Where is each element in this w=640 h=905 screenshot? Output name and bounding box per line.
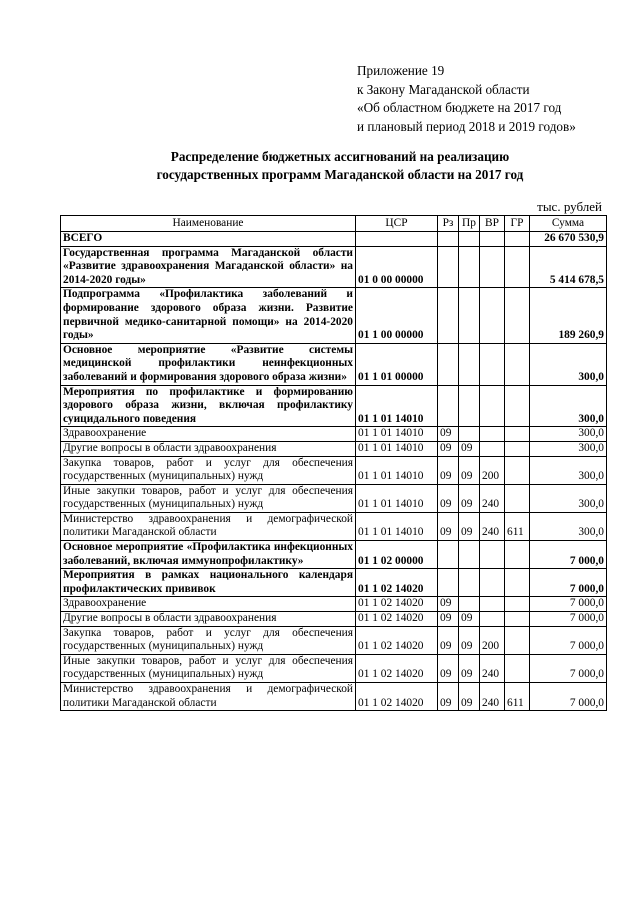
cell-sum: 7 000,0: [530, 612, 607, 627]
cell-gr: [505, 484, 530, 512]
cell-rz: [438, 246, 459, 288]
table-row: [61, 456, 607, 484]
cell-gr: [505, 343, 530, 385]
table-row: [61, 441, 607, 456]
table-row: [61, 246, 607, 288]
appendix-header: [357, 62, 576, 136]
table-row: [61, 385, 607, 427]
cell-pr: [459, 288, 480, 343]
cell-rz: 09: [438, 626, 459, 654]
cell-csr: [356, 232, 438, 247]
cell-sum: 300,0: [530, 512, 607, 540]
cell-name: Закупка товаров, работ и услуг для обеспечения государственных (муниципальных) нужд: [61, 626, 356, 654]
cell-csr: 01 1 02 14020: [356, 654, 438, 682]
title-line: государственных программ Магаданской области на 2017 год: [156, 167, 524, 182]
cell-rz: 09: [438, 612, 459, 627]
cell-vr: [480, 246, 505, 288]
cell-csr: 01 1 01 14010: [356, 441, 438, 456]
cell-rz: [438, 385, 459, 427]
cell-name: Мероприятия в рамках национального календаря профилактических прививок: [61, 569, 356, 597]
cell-gr: [505, 232, 530, 247]
cell-gr: [505, 288, 530, 343]
cell-sum: 300,0: [530, 427, 607, 442]
cell-rz: [438, 288, 459, 343]
cell-vr: [480, 232, 505, 247]
table-row: [61, 232, 607, 247]
cell-sum: 5 414 678,5: [530, 246, 607, 288]
cell-gr: [505, 541, 530, 569]
cell-rz: [438, 343, 459, 385]
cell-vr: [480, 597, 505, 612]
cell-name: Другие вопросы в области здравоохранения: [61, 441, 356, 456]
cell-name: Основное мероприятие «Развитие системы медицинской профилактики неинфекционных заболеваний и формирования здорового образа жизни»: [61, 343, 356, 385]
cell-gr: [505, 246, 530, 288]
cell-sum: 7 000,0: [530, 654, 607, 682]
cell-vr: [480, 288, 505, 343]
cell-csr: 01 1 01 14010: [356, 385, 438, 427]
cell-name: Государственная программа Магаданской области «Развитие здравоохранения Магаданской области» на 2014-2020 годы»: [61, 246, 356, 288]
cell-rz: 09: [438, 683, 459, 711]
cell-csr: 01 1 02 00000: [356, 541, 438, 569]
table-row: [61, 597, 607, 612]
document-title: [60, 148, 620, 184]
cell-sum: 300,0: [530, 484, 607, 512]
cell-pr: [459, 569, 480, 597]
cell-vr: [480, 441, 505, 456]
cell-vr: 240: [480, 654, 505, 682]
cell-name: Здравоохранение: [61, 427, 356, 442]
cell-rz: 09: [438, 484, 459, 512]
cell-gr: 611: [505, 512, 530, 540]
units-label: тыс. рублей: [537, 199, 602, 214]
cell-vr: 200: [480, 626, 505, 654]
cell-name: Другие вопросы в области здравоохранения: [61, 612, 356, 627]
cell-name: Основное мероприятие «Профилактика инфекционных заболеваний, включая иммунопрофилактику»: [61, 541, 356, 569]
cell-name: Министерство здравоохранения и демографической политики Магаданской области: [61, 683, 356, 711]
cell-name: Подпрограмма «Профилактика заболеваний и формирование здорового образа жизни. Развитие первичной медико-санитарной помощи» на 2014-2020 годы»: [61, 288, 356, 343]
cell-pr: 09: [459, 512, 480, 540]
cell-vr: [480, 343, 505, 385]
cell-vr: [480, 541, 505, 569]
cell-pr: 09: [459, 484, 480, 512]
cell-pr: [459, 597, 480, 612]
appendix-line: Приложение 19: [357, 63, 445, 78]
appendix-line: к Закону Магаданской области: [357, 81, 530, 97]
cell-vr: 200: [480, 456, 505, 484]
cell-csr: 01 1 02 14020: [356, 597, 438, 612]
cell-sum: 7 000,0: [530, 597, 607, 612]
cell-rz: 09: [438, 441, 459, 456]
cell-sum: 300,0: [530, 456, 607, 484]
cell-csr: 01 1 01 14010: [356, 427, 438, 442]
cell-rz: [438, 232, 459, 247]
cell-gr: [505, 441, 530, 456]
table-row: [61, 484, 607, 512]
cell-pr: 09: [459, 456, 480, 484]
cell-csr: 01 1 02 14020: [356, 683, 438, 711]
table-row: [61, 427, 607, 442]
table-row: [61, 654, 607, 682]
header-gr: ГР: [505, 216, 530, 232]
cell-sum: 7 000,0: [530, 683, 607, 711]
cell-rz: 09: [438, 427, 459, 442]
cell-vr: 240: [480, 512, 505, 540]
cell-rz: 09: [438, 456, 459, 484]
cell-pr: [459, 246, 480, 288]
cell-pr: 09: [459, 441, 480, 456]
cell-sum: 26 670 530,9: [530, 232, 607, 247]
cell-sum: 300,0: [530, 385, 607, 427]
cell-sum: 7 000,0: [530, 626, 607, 654]
cell-gr: 611: [505, 683, 530, 711]
cell-name: Иные закупки товаров, работ и услуг для обеспечения государственных (муниципальных) нужд: [61, 654, 356, 682]
cell-csr: 01 1 02 14020: [356, 626, 438, 654]
cell-pr: [459, 343, 480, 385]
title-line: Распределение бюджетных ассигнований на реализацию: [170, 149, 510, 164]
cell-csr: 01 0 00 00000: [356, 246, 438, 288]
table-row: [61, 343, 607, 385]
cell-rz: 09: [438, 654, 459, 682]
cell-name: ВСЕГО: [61, 232, 356, 247]
cell-gr: [505, 597, 530, 612]
cell-name: Мероприятия по профилактике и формированию здорового образа жизни, включая профилактику суицидального поведения: [61, 385, 356, 427]
cell-csr: 01 1 02 14020: [356, 612, 438, 627]
table-body: [61, 232, 607, 711]
cell-sum: 7 000,0: [530, 569, 607, 597]
cell-pr: [459, 427, 480, 442]
cell-sum: 7 000,0: [530, 541, 607, 569]
cell-vr: [480, 569, 505, 597]
cell-pr: 09: [459, 654, 480, 682]
cell-name: Закупка товаров, работ и услуг для обеспечения государственных (муниципальных) нужд: [61, 456, 356, 484]
cell-pr: 09: [459, 626, 480, 654]
appendix-line: «Об областном бюджете на 2017 год: [357, 100, 562, 115]
table-row: [61, 512, 607, 540]
cell-vr: [480, 427, 505, 442]
cell-sum: 300,0: [530, 343, 607, 385]
cell-pr: [459, 541, 480, 569]
cell-gr: [505, 456, 530, 484]
cell-pr: 09: [459, 683, 480, 711]
table-row: [61, 569, 607, 597]
appendix-line: и плановый период 2018 и 2019 годов»: [357, 118, 576, 134]
cell-name: Здравоохранение: [61, 597, 356, 612]
table-row: [61, 541, 607, 569]
cell-csr: 01 1 00 00000: [356, 288, 438, 343]
header-sum: Сумма: [530, 216, 607, 232]
table-header-row: [61, 216, 607, 232]
header-pr: Пр: [459, 216, 480, 232]
cell-vr: [480, 612, 505, 627]
cell-vr: 240: [480, 683, 505, 711]
cell-vr: [480, 385, 505, 427]
cell-csr: 01 1 01 00000: [356, 343, 438, 385]
cell-gr: [505, 569, 530, 597]
cell-vr: 240: [480, 484, 505, 512]
header-rz: Рз: [438, 216, 459, 232]
budget-table: [60, 215, 607, 711]
cell-gr: [505, 626, 530, 654]
cell-rz: [438, 569, 459, 597]
cell-csr: 01 1 02 14020: [356, 569, 438, 597]
cell-name: Иные закупки товаров, работ и услуг для обеспечения государственных (муниципальных) нужд: [61, 484, 356, 512]
table-row: [61, 288, 607, 343]
table-row: [61, 612, 607, 627]
cell-rz: 09: [438, 597, 459, 612]
cell-pr: [459, 385, 480, 427]
cell-gr: [505, 385, 530, 427]
cell-gr: [505, 427, 530, 442]
header-csr: ЦСР: [356, 216, 438, 232]
header-vr: ВР: [480, 216, 505, 232]
cell-sum: 189 260,9: [530, 288, 607, 343]
cell-csr: 01 1 01 14010: [356, 512, 438, 540]
cell-pr: [459, 232, 480, 247]
cell-pr: 09: [459, 612, 480, 627]
cell-csr: 01 1 01 14010: [356, 484, 438, 512]
cell-gr: [505, 612, 530, 627]
header-name: Наименование: [61, 216, 356, 232]
cell-csr: 01 1 01 14010: [356, 456, 438, 484]
cell-sum: 300,0: [530, 441, 607, 456]
cell-name: Министерство здравоохранения и демографической политики Магаданской области: [61, 512, 356, 540]
cell-rz: 09: [438, 512, 459, 540]
cell-rz: [438, 541, 459, 569]
table-row: [61, 626, 607, 654]
table-row: [61, 683, 607, 711]
cell-gr: [505, 654, 530, 682]
